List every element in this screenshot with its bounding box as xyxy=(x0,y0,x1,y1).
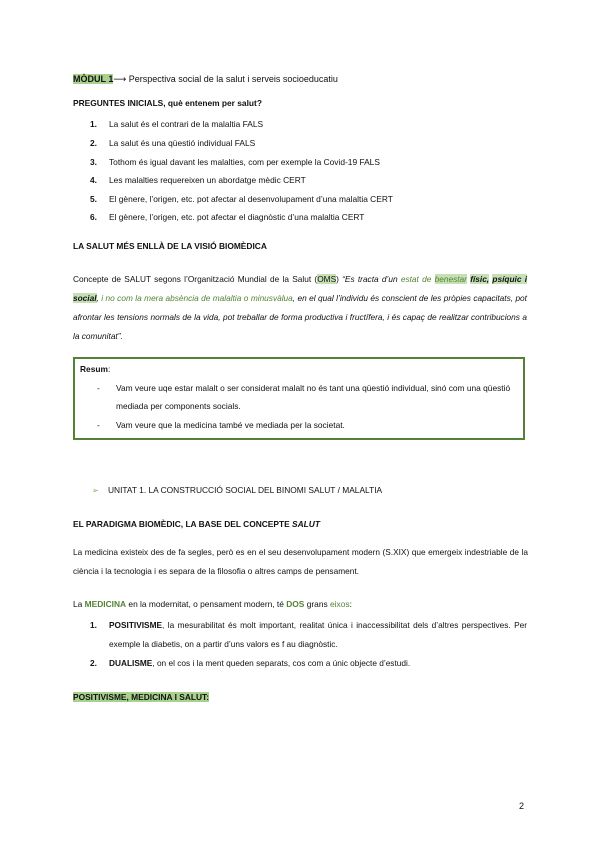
list-item: 4. Les malalties requereixen un abordatge mèdic CERT xyxy=(90,175,306,185)
list-item: 5. El gènere, l’origen, etc. pot afectar al desenvolupament d’una malaltia CERT xyxy=(90,194,393,204)
paradigm-paragraph: La medicina existeix des de fa segles, però es en el seu desenvolupament modern (S.XIX) que emergeix indestriable de la ciència i la tecnologia i es separa de la filosofia o altres camps de pensament. xyxy=(73,547,528,576)
list-item: 2. La salut és una qüestió individual FALS xyxy=(90,138,256,148)
modernity-intro: La MEDICINA en la modernitat, o pensament modern, té DOS grans eixos: xyxy=(73,599,352,609)
summary-bullet: - xyxy=(97,420,100,430)
list-item: 2. DUALISME, on el cos i la ment queden separats, cos com a únic objecte d’estudi. xyxy=(90,658,411,668)
summary-item: Vam veure que la medicina també ve mediada per la societat. xyxy=(116,420,345,430)
positivisme-heading: POSITIVISME, MEDICINA I SALUT: xyxy=(73,692,210,702)
list-item: 1. La salut és el contrari de la malaltia FALS xyxy=(90,119,264,129)
summary-bullet: - xyxy=(97,383,100,393)
summary-title: Resum: xyxy=(80,364,111,374)
arrow-bullet-icon: ➢ xyxy=(92,486,99,495)
module-title: Perspectiva social de la salut i serveis socioeducatiu xyxy=(128,74,338,84)
summary-item: Vam veure uqe estar malalt o ser considerat malalt no és tant una qüestió individual, sinó com una qüestió mediada per components socials. xyxy=(116,383,511,411)
module-arrow: ⟶ xyxy=(113,74,127,84)
summary-box xyxy=(73,357,525,440)
list-item: 1. POSITIVISME, la mesurabilitat és molt important, realitat única i inaccessibilitat dels d’altres perspectives. Per exemple la diabetis, on a partir d’uns valors es f au diagnòstic. xyxy=(90,620,527,649)
initial-questions-heading: PREGUNTES INICIALS, què entenem per salut? xyxy=(73,98,262,108)
paradigm-heading: EL PARADIGMA BIOMÈDIC, LA BASE DEL CONCEPTE SALUT xyxy=(73,519,320,529)
unit-title: UNITAT 1. LA CONSTRUCCIÓ SOCIAL DEL BINOMI SALUT / MALALTIA xyxy=(108,485,383,495)
list-item: 6. El gènere, l’origen, etc. pot afectar el diagnòstic d’una malaltia CERT xyxy=(90,212,365,222)
module-header xyxy=(73,73,528,86)
oms-definition-paragraph: Concepte de SALUT segons l’Organització Mundial de la Salut (OMS) “Es tracta d’un estat de benestar físic, psíquic i social, i no com la mera absència de malaltia o minusvàlua, en el qual l’individu és conscient de les pròpies capacitats, pot afrontar les tensions normals de la vida, pot treballar de forma productiva i fructífera, i és capaç de realitzar contribucions a la comunitat”. xyxy=(73,274,528,341)
page-number: 2 xyxy=(519,801,525,811)
unit-heading xyxy=(92,484,547,497)
biomedical-heading: LA SALUT MÉS ENLLÀ DE LA VISIÓ BIOMÈDICA xyxy=(73,241,267,251)
list-item: 3. Tothom és igual davant les malalties, com per exemple la Covid-19 FALS xyxy=(90,157,380,167)
module-label: MÒDUL 1 xyxy=(73,74,114,84)
